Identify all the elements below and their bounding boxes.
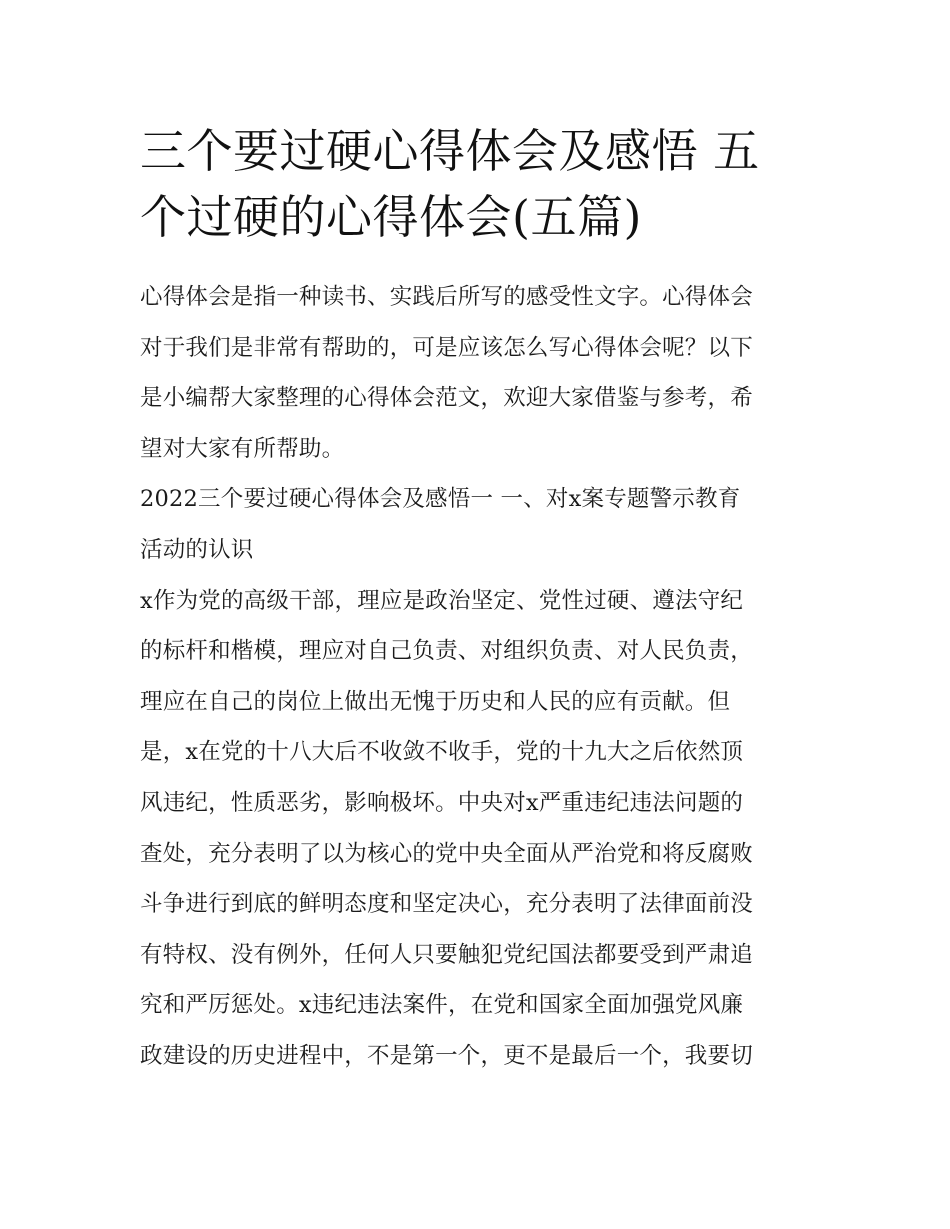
- document-title: [140, 118, 815, 250]
- body-line: 究和严厉惩处。x违纪违法案件，在党和国家全面加强党风廉: [140, 992, 744, 1019]
- body-line: 的标杆和楷模，理应对自己负责、对组织负责、对人民负责，: [140, 638, 753, 665]
- body-paragraph: [140, 576, 815, 1082]
- section-heading-line: 2022三个要过硬心得体会及感悟一 一、对x案专题警示教育: [140, 486, 741, 513]
- body-line: x作为党的高级干部，理应是政治坚定、党性过硬、遵法守纪: [140, 587, 744, 614]
- body-line: 政建设的历史进程中，不是第一个，更不是最后一个，我要切: [140, 1042, 753, 1069]
- body-line: 是，x在党的十八大后不收敛不收手，党的十九大之后依然顶: [140, 739, 744, 766]
- body-line: 理应在自己的岗位上做出无愧于历史和人民的应有贡献。但: [140, 688, 731, 715]
- body-line: 斗争进行到底的鲜明态度和坚定决心，充分表明了法律面前没: [140, 891, 753, 918]
- intro-paragraph: [140, 272, 815, 474]
- section-heading: [140, 474, 815, 575]
- body-line: 查处，充分表明了以为核心的党中央全面从严治党和将反腐败: [140, 840, 753, 867]
- intro-line: 心得体会是指一种读书、实践后所写的感受性文字。心得体会: [140, 284, 753, 310]
- body-line: 风违纪，性质恶劣，影响极坏。中央对x严重违纪违法问题的: [140, 789, 744, 816]
- title-line: 三个要过硬心得体会及感悟 五: [140, 124, 760, 178]
- section-heading-line: 活动的认识: [140, 536, 254, 563]
- intro-line: 望对大家有所帮助。: [140, 435, 345, 462]
- body-line: 有特权、没有例外，任何人只要触犯党纪国法都要受到严肃追: [140, 941, 753, 968]
- document-content: [140, 118, 815, 1082]
- intro-line: 是小编帮大家整理的心得体会范文，欢迎大家借鉴与参考，希: [140, 385, 753, 412]
- intro-line: 对于我们是非常有帮助的，可是应该怎么写心得体会呢？以下: [140, 334, 753, 361]
- title-line: 个过硬的心得体会(五篇): [140, 190, 642, 244]
